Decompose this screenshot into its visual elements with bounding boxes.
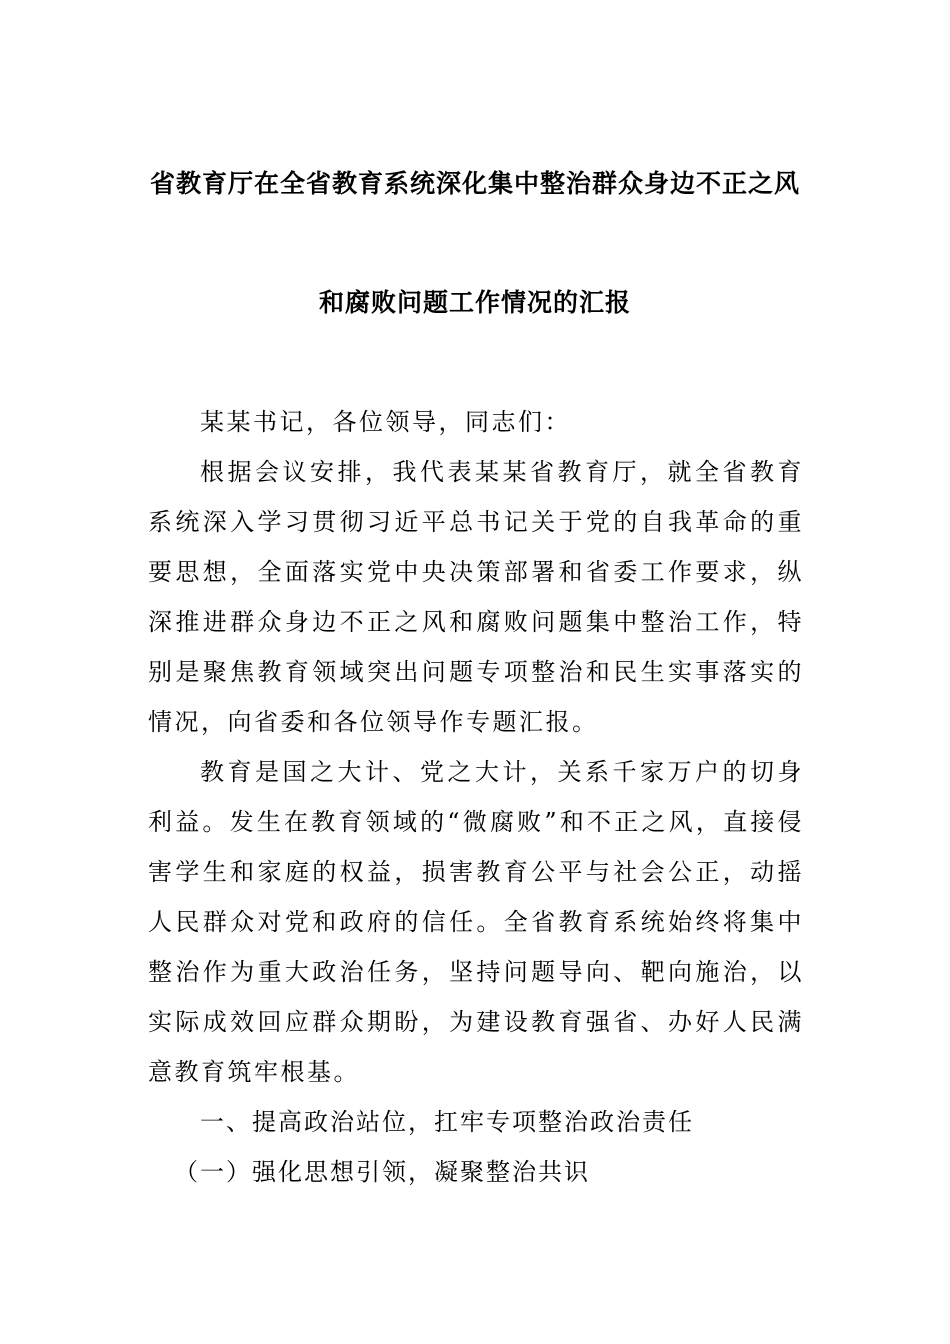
paragraph-2: 教育是国之大计、党之大计，关系千家万户的切身利益。发生在教育领域的“微腐败”和不正之风，直接侵害学生和家庭的权益，损害教育公平与社会公正，动摇人民群众对党和政府的信任。全省教育系统始终将集中整治作为重大政治任务，坚持问题导向、靶向施治，以实际成效回应群众期盼，为建设教育强省、办好人民满意教育筑牢根基。 [148,758,804,1086]
section-1-heading: 一、提高政治站位，扛牢专项整治政治责任 [200,1108,694,1136]
document-body [148,397,804,1197]
subsection-1-heading: （一）强化思想引领，凝聚整治共识 [174,1158,590,1186]
document-title-line-1: 省教育厅在全省教育系统深化集中整治群众身边不正之风 [149,169,800,198]
paragraph-1: 根据会议安排，我代表某某省教育厅，就全省教育系统深入学习贯彻习近平总书记关于党的自我革命的重要思想，全面落实党中央决策部署和省委工作要求，纵深推进群众身边不正之风和腐败问题集中整治工作，特别是聚焦教育领域突出问题专项整治和民生实事落实的情况，向省委和各位领导作专题汇报。 [148,458,804,736]
salutation: 某某书记，各位领导，同志们： [200,408,571,436]
document-title-line-2: 和腐败问题工作情况的汇报 [318,288,631,317]
